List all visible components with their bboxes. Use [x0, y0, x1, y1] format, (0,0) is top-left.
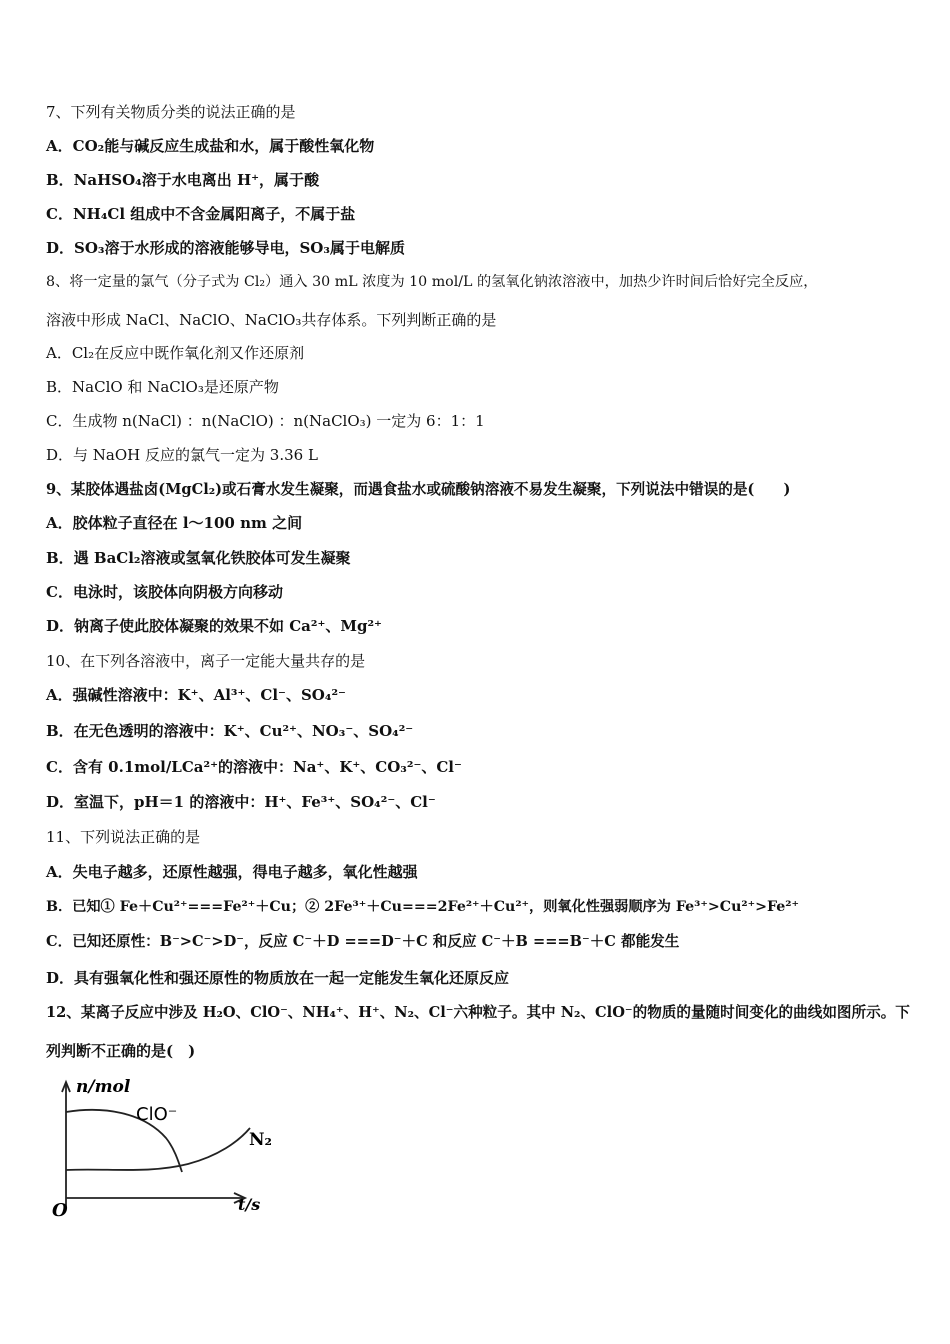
q8-option-c: C．生成物 n(NaCl) ：n(NaClO) ：n(NaClO₃) 一定为 6：1：1 — [46, 412, 485, 430]
origin-label: O — [52, 1200, 68, 1221]
q7-option-a: A．CO₂能与碱反应生成盐和水，属于酸性氧化物 — [46, 137, 375, 155]
q11-option-a: A．失电子越多，还原性越强，得电子越多，氧化性越强 — [46, 863, 418, 881]
clo-curve-label: ClO⁻ — [136, 1104, 178, 1125]
q11-option-c: C．已知还原性：B⁻>C⁻>D⁻，反应 C⁻＋D ===D⁻＋C 和反应 C⁻＋B ===B⁻＋C 都能发生 — [46, 933, 680, 950]
q10-option-c: C．含有 0.1mol/LCa²⁺的溶液中：Na⁺、K⁺、CO₃²⁻、Cl⁻ — [46, 758, 462, 776]
q11-stem: 11、下列说法正确的是 — [46, 828, 201, 846]
q10-option-d: D．室温下，pH＝1 的溶液中：H⁺、Fe³⁺、SO₄²⁻、Cl⁻ — [46, 793, 436, 811]
q8-option-a: A．Cl₂在反应中既作氧化剂又作还原剂 — [46, 344, 305, 362]
q9-option-b: B．遇 BaCl₂溶液或氢氧化铁胶体可发生凝聚 — [46, 549, 351, 567]
q7-stem: 7、下列有关物质分类的说法正确的是 — [46, 103, 296, 121]
q9-option-a: A．胶体粒子直径在 l～100 nm 之间 — [46, 514, 303, 532]
n2-curve-label: N₂ — [249, 1130, 272, 1150]
q9-option-d: D．钠离子使此胶体凝聚的效果不如 Ca²⁺、Mg²⁺ — [46, 617, 382, 635]
x-axis-label: t/s — [238, 1195, 261, 1214]
q8-stem-line2: 溶液中形成 NaCl、NaClO、NaClO₃共存体系。下列判断正确的是 — [46, 311, 497, 329]
q10-stem: 10、在下列各溶液中，离子一定能大量共存的是 — [46, 652, 366, 670]
q11-option-d: D．具有强氧化性和强还原性的物质放在一起一定能发生氧化还原反应 — [46, 969, 510, 987]
q7-option-c: C．NH₄Cl 组成中不含金属阳离子，不属于盐 — [46, 205, 356, 223]
q12-stem-line1: 12、某离子反应中涉及 H₂O、ClO⁻、NH₄⁺、H⁺、N₂、Cl⁻六种粒子。其中 N₂、ClO⁻的物质的量随时间变化的曲线如图所示。下 — [46, 1004, 910, 1021]
q8-option-d: D．与 NaOH 反应的氯气一定为 3.36 L — [46, 446, 318, 464]
q8-option-b: B．NaClO 和 NaClO₃是还原产物 — [46, 378, 279, 396]
q10-option-b: B．在无色透明的溶液中：K⁺、Cu²⁺、NO₃⁻、SO₄²⁻ — [46, 722, 414, 740]
q7-option-b: B．NaHSO₄溶于水电离出 H⁺，属于酸 — [46, 171, 320, 189]
q7-option-d: D．SO₃溶于水形成的溶液能够导电，SO₃属于电解质 — [46, 239, 405, 257]
mole-time-graph — [48, 1072, 278, 1222]
q11-option-b: B．已知① Fe＋Cu²⁺===Fe²⁺＋Cu；② 2Fe³⁺＋Cu===2Fe²⁺＋Cu²⁺，则氧化性强弱顺序为 Fe³⁺>Cu²⁺>Fe²⁺ — [46, 899, 799, 915]
q9-stem: 9、某胶体遇盐卤(MgCl₂)或石膏水发生凝聚，而遇食盐水或硫酸钠溶液不易发生凝聚，下列说法中错误的是( ) — [46, 481, 791, 498]
q8-stem-line1: 8、将一定量的氯气（分子式为 Cl₂）通入 30 mL 浓度为 10 mol/L 的氢氧化钠浓溶液中，加热少许时间后恰好完全反应， — [46, 274, 818, 290]
n2-curve — [66, 1128, 250, 1170]
q10-option-a: A．强碱性溶液中：K⁺、Al³⁺、Cl⁻、SO₄²⁻ — [46, 686, 346, 704]
y-axis-label: n/mol — [76, 1077, 131, 1097]
q12-stem-line2: 列判断不正确的是( ) — [46, 1042, 196, 1060]
q9-option-c: C．电泳时，该胶体向阴极方向移动 — [46, 583, 283, 601]
